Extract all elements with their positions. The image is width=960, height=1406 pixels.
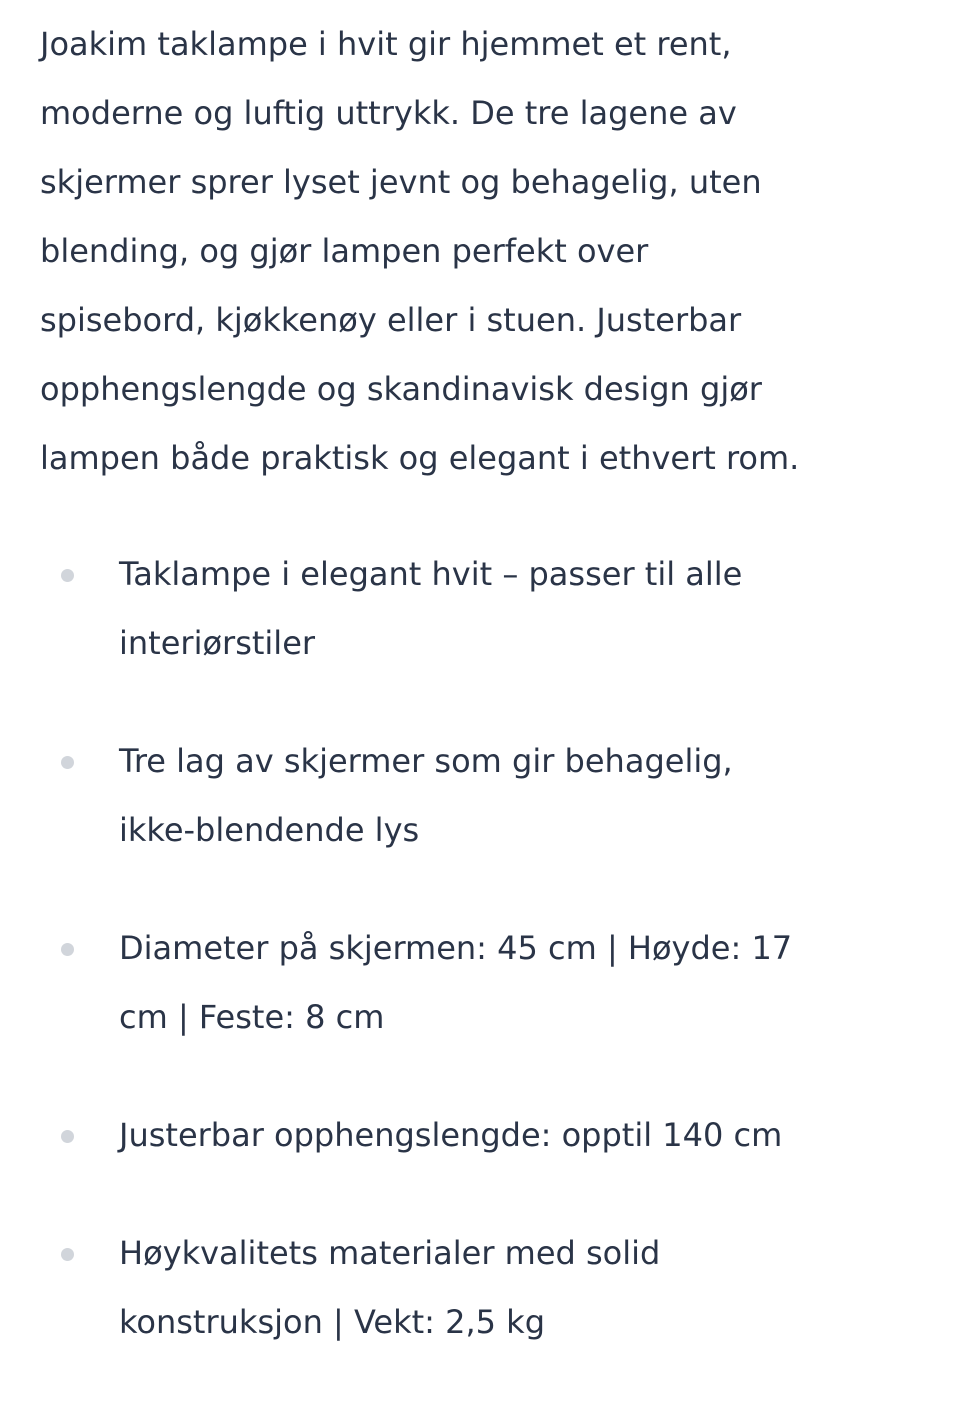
feature-text: cm | Feste: 8 cm	[119, 998, 385, 1036]
bullet-icon	[61, 943, 74, 956]
feature-item	[0, 1219, 960, 1357]
description-line: spisebord, kjøkkenøy eller i stuen. Justerbar	[40, 301, 742, 339]
feature-item	[0, 1101, 960, 1170]
feature-item	[0, 540, 960, 678]
product-description	[40, 10, 799, 493]
feature-item	[0, 727, 960, 865]
feature-text: Diameter på skjermen: 45 cm | Høyde: 17	[119, 929, 793, 967]
feature-text: interiørstiler	[119, 624, 316, 662]
description-line: blending, og gjør lampen perfekt over	[40, 232, 649, 270]
feature-text: Justerbar opphengslengde: opptil 140 cm	[119, 1116, 783, 1154]
feature-list	[0, 540, 960, 1406]
description-line: skjermer sprer lyset jevnt og behagelig, uten	[40, 163, 762, 201]
bullet-icon	[61, 569, 74, 582]
description-line: moderne og luftig uttrykk. De tre lagene av	[40, 94, 737, 132]
description-line: lampen både praktisk og elegant i ethvert rom.	[40, 439, 800, 477]
feature-text: Høykvalitets materialer med solid	[119, 1234, 661, 1272]
bullet-icon	[61, 756, 74, 769]
feature-item	[0, 914, 960, 1052]
description-line: Joakim taklampe i hvit gir hjemmet et rent,	[40, 25, 732, 63]
feature-text: Tre lag av skjermer som gir behagelig,	[119, 742, 733, 780]
bullet-icon	[61, 1248, 74, 1261]
description-line: opphengslengde og skandinavisk design gjør	[40, 370, 762, 408]
feature-text: konstruksjon | Vekt: 2,5 kg	[119, 1303, 546, 1341]
bullet-icon	[61, 1130, 74, 1143]
feature-text: Taklampe i elegant hvit – passer til alle	[119, 555, 743, 593]
feature-text: ikke-blendende lys	[119, 811, 420, 849]
